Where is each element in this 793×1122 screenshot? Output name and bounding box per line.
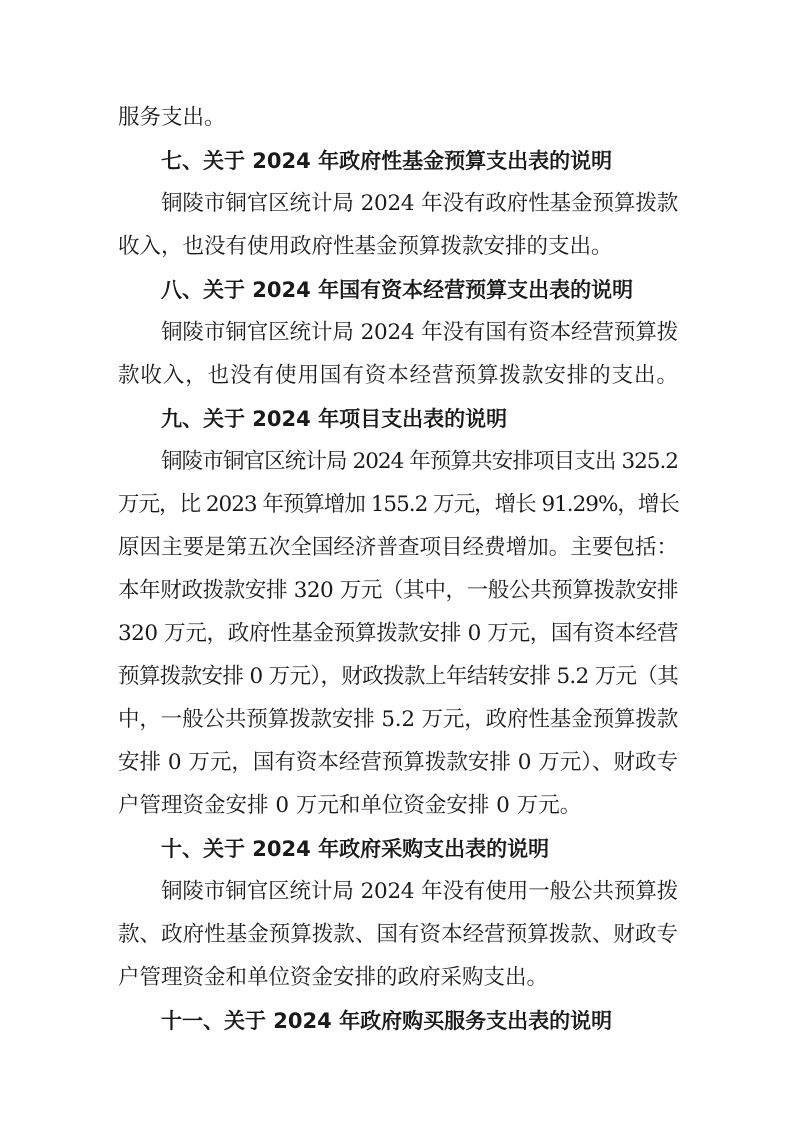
section-heading-10: 十、关于 2024 年政府采购支出表的说明 bbox=[161, 837, 550, 861]
paragraph-line: 预算拨款安排 0 万元），财政拨款上年结转安排 5.2 万元（其 bbox=[118, 664, 678, 689]
section-heading-9: 九、关于 2024 年项目支出表的说明 bbox=[161, 407, 508, 431]
section-heading-11: 十一、关于 2024 年政府购买服务支出表的说明 bbox=[161, 1009, 613, 1033]
paragraph-line: 铜陵市铜官区统计局 2024 年预算共安排项目支出 325.2 bbox=[161, 449, 678, 474]
paragraph-line: 铜陵市铜官区统计局 2024 年没有使用一般公共预算拨 bbox=[161, 879, 678, 904]
paragraph-line: 服务支出。 bbox=[118, 105, 226, 130]
paragraph-line: 安排 0 万元，国有资本经营预算拨款安排 0 万元）、财政专 bbox=[118, 750, 678, 775]
paragraph-line: 户管理资金安排 0 万元和单位资金安排 0 万元。 bbox=[118, 793, 582, 818]
paragraph-line: 万元，比 2023 年预算增加 155.2 万元，增长 91.29%，增长 bbox=[118, 492, 679, 517]
paragraph-line: 铜陵市铜官区统计局 2024 年没有国有资本经营预算拨 bbox=[161, 320, 678, 345]
section-heading-8: 八、关于 2024 年国有资本经营预算支出表的说明 bbox=[161, 278, 634, 302]
paragraph-line: 款收入，也没有使用国有资本经营预算拨款安排的支出。 bbox=[118, 363, 678, 388]
paragraph-line: 款、政府性基金预算拨款、国有资本经营预算拨款、财政专 bbox=[118, 922, 678, 947]
paragraph-line: 中，一般公共预算拨款安排 5.2 万元，政府性基金预算拨款 bbox=[118, 707, 678, 732]
section-heading-7: 七、关于 2024 年政府性基金预算支出表的说明 bbox=[161, 149, 613, 173]
paragraph-line: 户管理资金和单位资金安排的政府采购支出。 bbox=[118, 965, 549, 990]
paragraph-line: 铜陵市铜官区统计局 2024 年没有政府性基金预算拨款 bbox=[161, 191, 678, 216]
paragraph-line: 收入，也没有使用政府性基金预算拨款安排的支出。 bbox=[118, 234, 613, 259]
paragraph-line: 原因主要是第五次全国经济普查项目经费增加。主要包括： bbox=[118, 535, 678, 560]
paragraph-line: 本年财政拨款安排 320 万元（其中，一般公共预算拨款安排 bbox=[118, 578, 678, 603]
paragraph-line: 320 万元，政府性基金预算拨款安排 0 万元，国有资本经营 bbox=[118, 621, 678, 646]
